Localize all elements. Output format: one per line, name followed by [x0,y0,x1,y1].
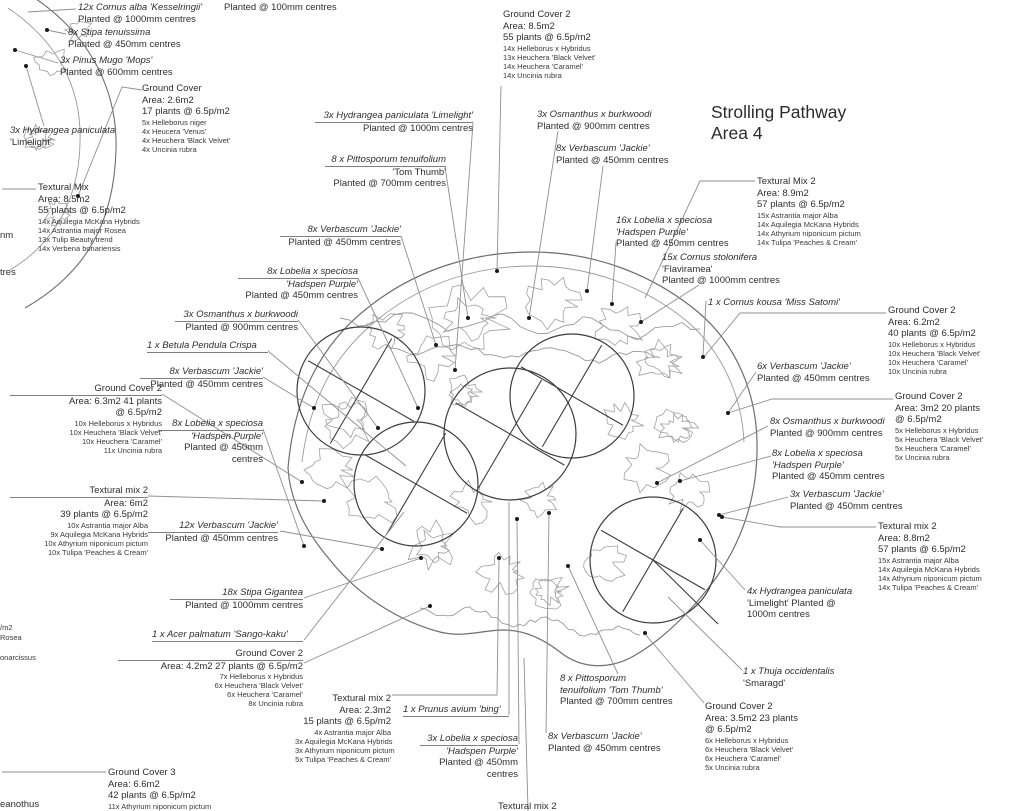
fragment-narcissus: onarcissus [0,653,36,662]
label-cornus-stolonifera: 15x Cornus stolonifera 'Flaviramea' Planted @ 1000mm centres [662,252,780,286]
page-title-line2: Area 4 [711,123,763,143]
label-lobelia-8x-left: 8x Lobelia x speciosa 'Hadspen Purple' Planted @ 450mm centres [158,418,263,465]
label-cornus-alba: 12x Cornus alba 'Kesselringii' Planted @ 1000mm centres [78,2,203,25]
bed-outline [288,252,757,666]
label-acer: 1 x Acer palmatum 'Sango-kaku' [152,629,303,642]
label-osmanthus-3x-left: 3x Osmanthus x burkwoodi Planted @ 900mm centres [175,309,298,333]
label-stipa-gigantea: 18x Stipa Gigantea Planted @ 1000mm centres [170,587,303,611]
box-ground-cover-2-42: Ground Cover 2 Area: 4.2m2 27 plants @ 6.5p/m2 7x Helleborus x Hybridus 6x Heuchera 'Black Velvet' 6x Heuchera 'Caramel' 8x Uncinia rubra [118,648,303,708]
label-prunus: 1 x Prunus avium 'bing' [403,704,509,717]
box-ground-cover-2-35: Ground Cover 2 Area: 3.5m2 23 plants @ 6.5p/m2 6x Helleborus x Hybridus 6x Heuchera 'Black Velvet' 6x Heuchera 'Caramel' 5x Uncinia rubra [705,701,798,772]
label-stipa-tenuissima: 8x Stipa tenuissima Planted @ 450mm centres [68,27,181,50]
label-thuja: 1 x Thuja occidentalis 'Smaragd' [743,666,835,689]
page-title [711,102,846,144]
label-lobelia-16x: 16x Lobelia x speciosa 'Hadspen Purple' Planted @ 450mm centres [616,215,729,249]
label-osmanthus-3x-top: 3x Osmanthus x burkwoodi Planted @ 900mm centres [537,109,652,132]
label-verbascum-8x-left-lower: 8x Verbascum 'Jackie' Planted @ 450mm centres [140,366,263,390]
box-textural-mix-2-23: Textural mix 2 Area: 2.3m2 15 plants @ 6.5p/m2 4x Astrantia major Alba 3x Aquilegia McKana Hybrids 3x Athyrium niponicum pictum 5x Tulipa 'Peaches & Cream' [295,693,395,764]
label-hydrangea-3x: 3x Hydrangea paniculata 'Limelight' [10,125,116,148]
label-verbascum-12x: 12x Verbascum 'Jackie' Planted @ 450mm centres [148,520,278,544]
box-ground-cover-2-63: Ground Cover 2 Area: 6.3m2 41 plants @ 6.5p/m2 10x Helleborus x Hybridus 10x Heuchera 'Black Velvet' 10x Heuchera 'Caramel' 11x Uncinia rubra [10,383,162,455]
label-verbascum-8x-top: 8x Verbascum 'Jackie' Planted @ 450mm centres [556,143,669,166]
label-hydrangea-top: 3x Hydrangea paniculata 'Limelight' Planted @ 1000m centres [315,110,473,134]
label-planted-100: Planted @ 100mm centres [224,2,337,13]
box-ground-cover-3: Ground Cover 3 Area: 6.6m2 42 plants @ 6.5p/m2 11x Athyrium niponicum pictum [108,767,212,811]
label-verbascum-8x-bottom: 8x Verbascum 'Jackie' Planted @ 450mm centres [548,731,661,754]
page-title-line1: Strolling Pathway [711,102,847,122]
label-verbascum-3x: 3x Verbascum 'Jackie' Planted @ 450mm centres [790,489,903,512]
label-verbascum-8x-left-upper: 8x Verbascum 'Jackie' Planted @ 450mm centres [280,224,401,248]
label-lobelia-8x-right: 8x Lobelia x speciosa 'Hadspen Purple' Planted @ 450mm centres [772,448,885,482]
fragment-m2: /m2 [0,623,13,632]
label-lobelia-8x-top-left: 8x Lobelia x speciosa 'Hadspen Purple' Planted @ 450mm centres [238,266,358,302]
fragment-rosea: Rosea [0,633,22,642]
tree-circles [297,327,718,624]
label-cornus-kousa: 1 x Cornus kousa 'Miss Satomi' [708,297,840,308]
box-textural-mix-2-6m: Textural mix 2 Area: 6m2 39 plants @ 6.5p/m2 10x Astrantia major Alba 9x Aquilegia McKana Hybrids 10x Athyrium niponicum pictum 10x Tulipa 'Peaches & Cream' [10,485,148,557]
fragment-textural-mix-2: Textural mix 2 [498,801,557,811]
box-textural-mix-2-89: Textural Mix 2 Area: 8.9m2 57 plants @ 6.5p/m2 15x Astrantia major Alba 14x Aquilegia McKana Hybrids 14x Athyrium niponicum pictum 14x Tulipa 'Peaches & Cream' [757,176,861,247]
fragment-eanothus: eanothus [0,799,40,810]
label-osmanthus-8x-right: 8x Osmanthus x burkwoodi Planted @ 900mm centres [770,416,885,439]
label-verbascum-6x: 6x Verbascum 'Jackie' Planted @ 450mm centres [757,361,870,384]
label-pittosporum-top: 8 x Pittosporum tenuifolium 'Tom Thumb' Planted @ 700mm centres [325,154,446,190]
box-textural-mix-2-88: Textural mix 2 Area: 8.8m2 57 plants @ 6.5p/m2 15x Astrantia major Alba 14x Aquilegia McKana Hybrids 14x Athyrium niponicum pictum 14x Tulipa 'Peaches & Cream' [878,521,982,592]
label-pinus-mugo: 3x Pinus Mugo 'Mops' Planted @ 600mm centres [60,55,173,78]
label-pittosporum-bottom: 8 x Pittosporum tenuifolium 'Tom Thumb' Planted @ 700mm centres [560,673,673,707]
box-textural-mix: Textural Mix Area: 8.5m2 55 plants @ 6.5p/m2 14x Aquilegia McKana Hybrids 14x Astrantia major Rosea 13x Tulip Beauty trend 14x Verbena bonariensis [38,182,140,253]
box-ground-cover: Ground Cover Area: 2.6m2 17 plants @ 6.5p/m2 5x Helleborus niger 4x Heucera 'Venus' 4x Heuchera 'Black Velvet' 4x Uncinia rubra [142,83,231,154]
label-betula: 1 x Betula Pendula Crispa [147,340,268,353]
label-lobelia-3x: 3x Lobelia x speciosa 'Hadspen Purple' Planted @ 450mm centres [420,733,518,780]
box-ground-cover-2-3m: Ground Cover 2 Area: 3m2 20 plants @ 6.5p/m2 5x Helleborus x Hybridus 5x Heuchera 'Black Velvet' 5x Heuchera 'Caramel' 5x Uncinia rubra [895,391,984,462]
fragment-centres: tres [0,267,16,278]
box-ground-cover-2-62: Ground Cover 2 Area: 6.2m2 40 plants @ 6.5p/m2 10x Helleborus x Hybridus 10x Heuchera 'Black Velvet' 10x Heuchera 'Caramel' 10x Uncinia rubra [888,305,981,376]
label-hydrangea-4x: 4x Hydrangea paniculata 'Limelight' Planted @ 1000m centres [747,586,853,620]
fragment-mm: nm [0,230,14,241]
box-ground-cover-2-85: Ground Cover 2 Area: 8.5m2 55 plants @ 6.5p/m2 14x Helleborus x Hybridus 13x Heuchera 'Black Velvet' 14x Heuchera 'Caramel' 14x Uncinia rubra [503,9,596,80]
